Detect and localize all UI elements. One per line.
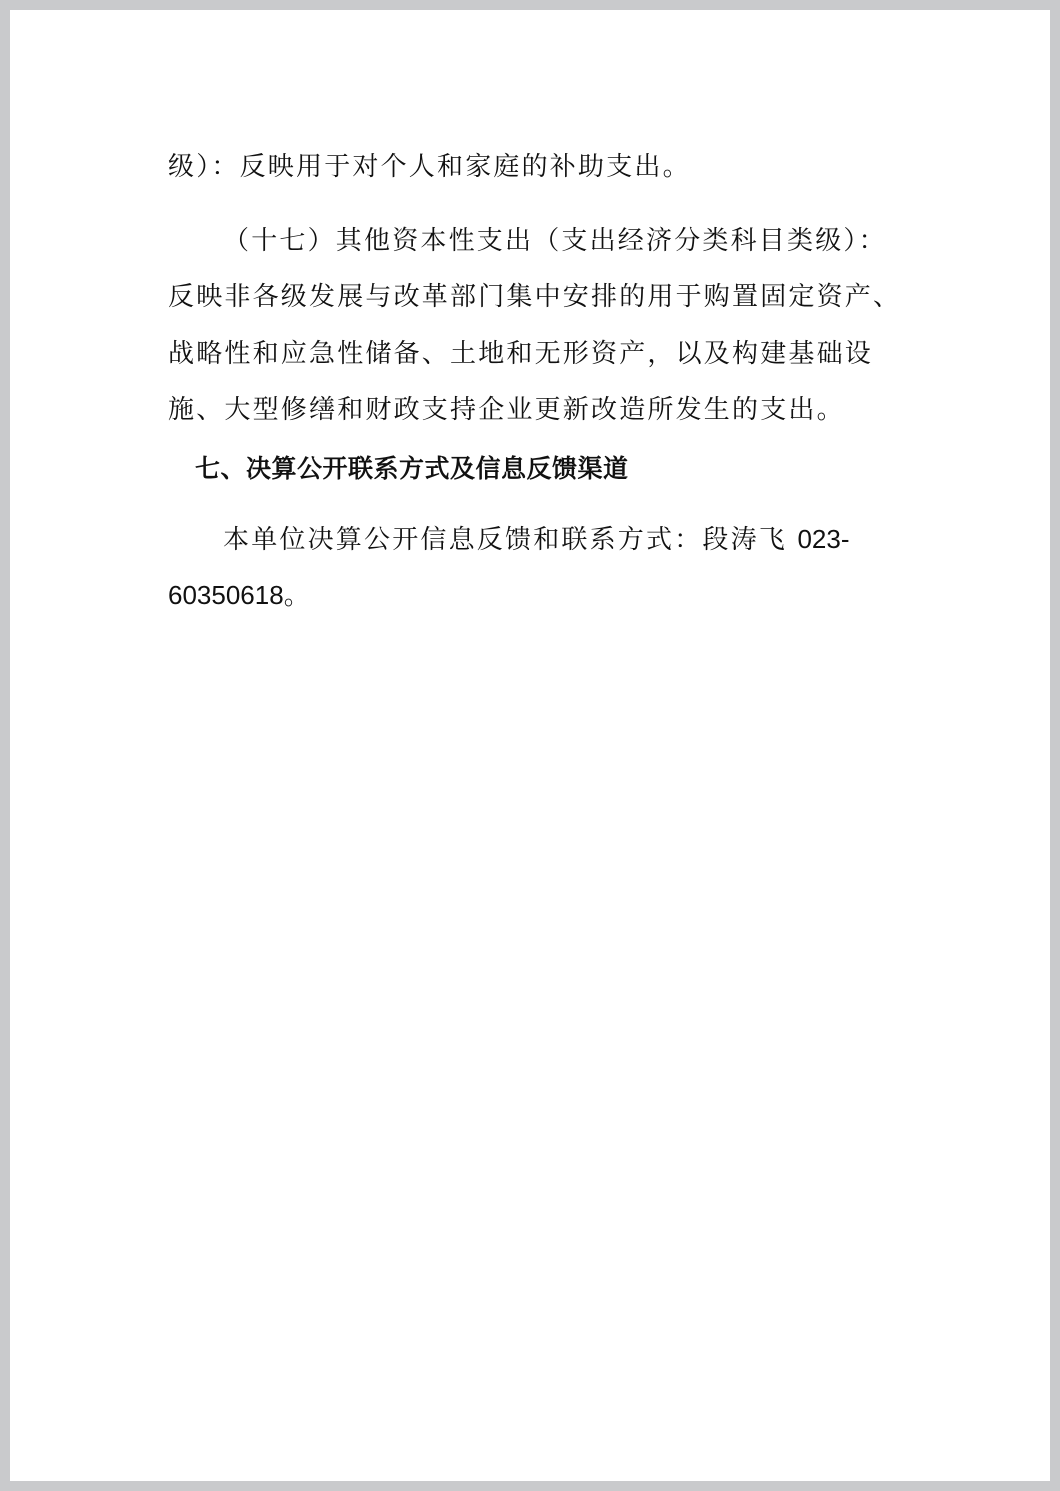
contact-end: 。 [283, 581, 312, 611]
document-page [10, 10, 1050, 1481]
paragraph-line: （十七）其他资本性支出（支出经济分类科目类级）： [223, 226, 887, 256]
contact-line-continued [168, 578, 312, 613]
paragraph-line: 施、大型修缮和财政支持企业更新改造所发生的支出。 [168, 395, 845, 425]
paragraph-line: 级）：反映用于对个人和家庭的补助支出。 [168, 152, 691, 182]
section-heading: 七、决算公开联系方式及信息反馈渠道 [195, 454, 629, 483]
paragraph-line: 战略性和应急性储备、土地和无形资产，以及构建基础设 [168, 339, 874, 369]
contact-text: 本单位决算公开信息反馈和联系方式：段涛飞 [223, 525, 798, 555]
contact-phone-part2: 60350618 [168, 580, 284, 610]
paragraph-line: 反映非各级发展与改革部门集中安排的用于购置固定资产、 [168, 282, 902, 312]
contact-phone-part1: 023- [797, 524, 850, 554]
contact-line [223, 522, 850, 557]
